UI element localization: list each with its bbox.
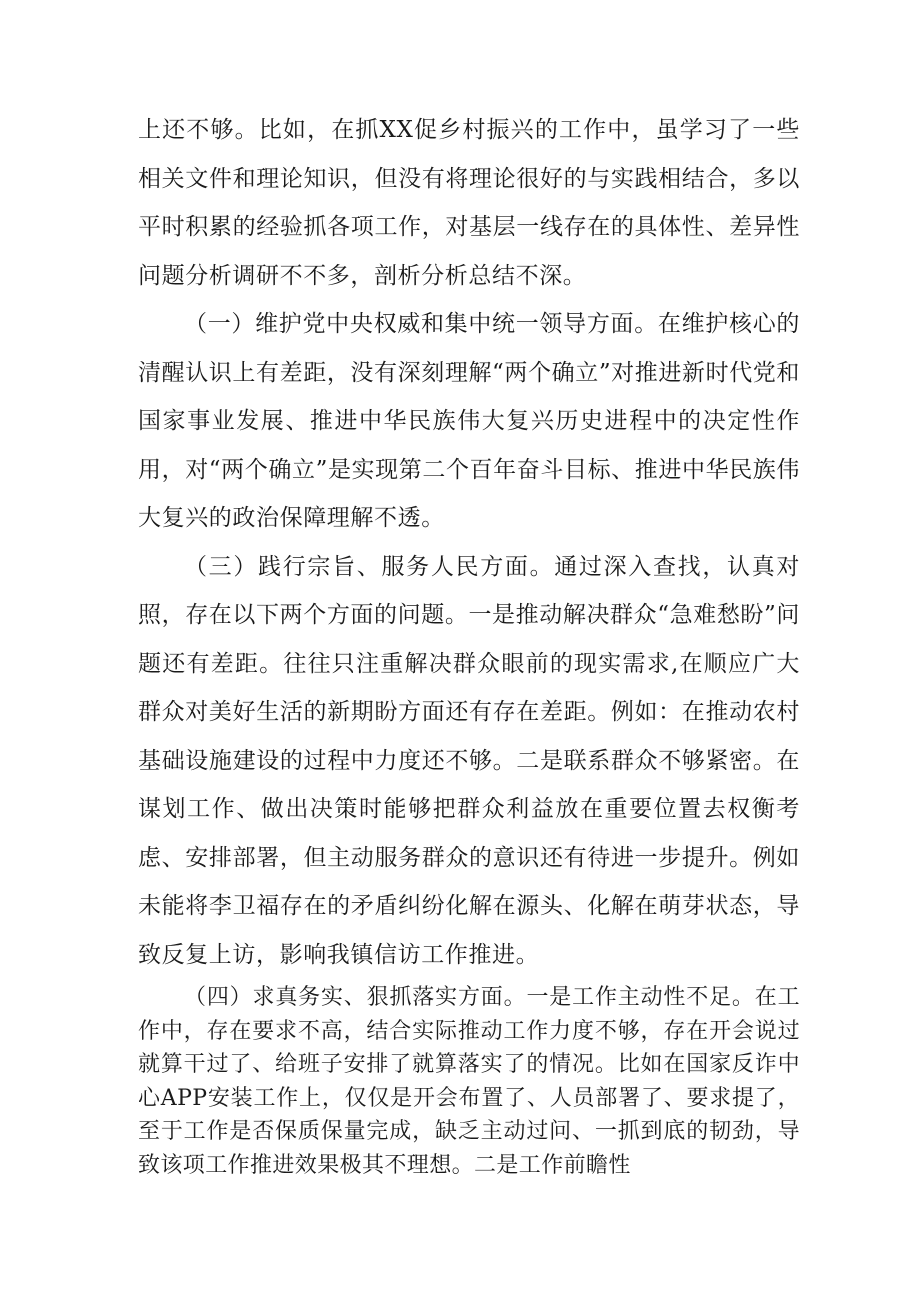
- paragraph-section-three: （三）践行宗旨、服务人民方面。通过深入查找，认真对照，存在以下两个方面的问题。一是推动解决群众“急难愁盼”问题还有差距。往往只注重解决群众眼前的现实需求,在顺应广大群众对美好生活的新期盼方面还有存在差距。例如：在推动农村基础设施建设的过程中力度还不够。二是联系群众不够紧密。在谋划工作、做出决策时能够把群众利益放在重要位置去权衡考虑、安排部署，但主动服务群众的意识还有待进一步提升。例如未能将李卫福存在的矛盾纠纷化解在源头、化解在萌芽状态，导致反复上访，影响我镇信访工作推进。: [138, 553, 800, 968]
- paragraph-continuation: 上还不够。比如，在抓XX促乡村振兴的工作中，虽学习了一些相关文件和理论知识，但没有将理论很好的与实践相结合，多以平时积累的经验抓各项工作，对基层一线存在的具体性、差异性问题分析调研不不多，剖析分析总结不深。: [138, 117, 800, 289]
- document-body-lower: [138, 981, 800, 1182]
- paragraph-section-one: （一）维护党中央权威和集中统一领导方面。在维护核心的清醒认识上有差距，没有深刻理解“两个确立”对推进新时代党和国家事业发展、推进中华民族伟大复兴历史进程中的决定性作用，对“两个确立”是实现第二个百年奋斗目标、推进中华民族伟大复兴的政治保障理解不透。: [138, 311, 800, 531]
- paragraph-section-four: （四）求真务实、狠抓落实方面。一是工作主动性不足。在工作中，存在要求不高，结合实际推动工作力度不够，存在开会说过就算干过了、给班子安排了就算落实了的情况。比如在国家反诈中心APP安装工作上，仅仅是开会布置了、人员部署了、要求提了，至于工作是否保质保量完成，缺乏主动过问、一抓到底的韧劲，导致该项工作推进效果极其不理想。二是工作前瞻性: [138, 985, 800, 1178]
- document-body-upper: [138, 106, 800, 979]
